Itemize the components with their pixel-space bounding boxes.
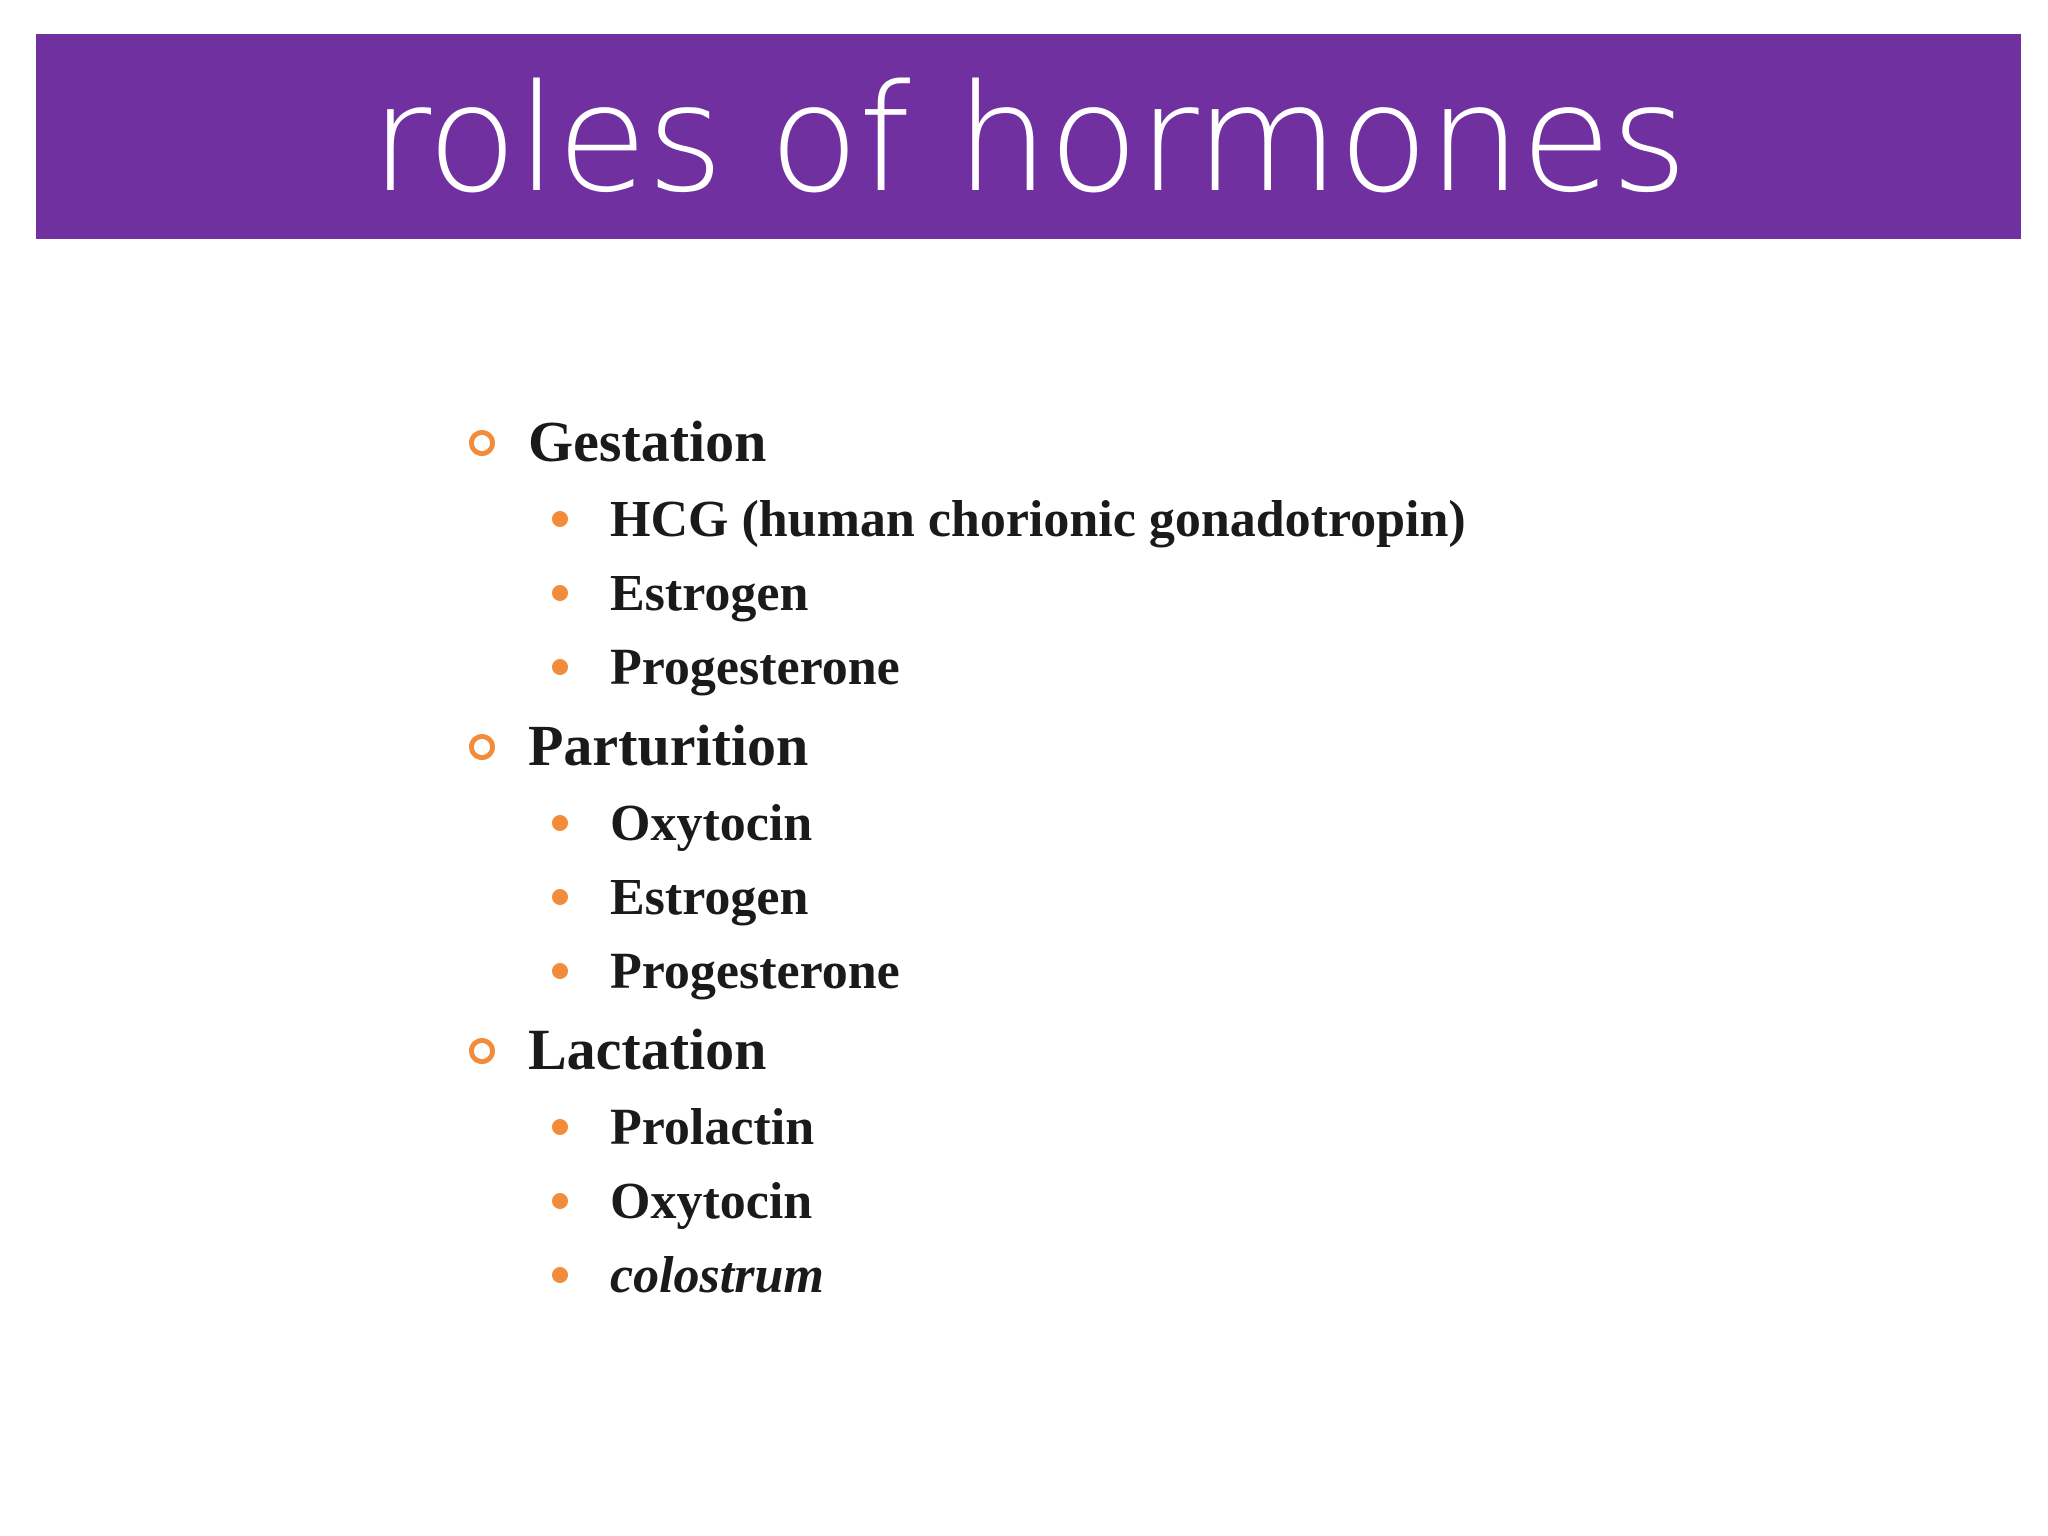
list-item	[462, 860, 1862, 934]
dot-bullet-icon	[552, 585, 568, 601]
list-item	[462, 630, 1862, 704]
item-text: colostrum	[610, 1246, 824, 1304]
list-heading	[462, 704, 1862, 786]
bullet-list	[462, 400, 1862, 1312]
item-text: HCG (human chorionic gonadotropin)	[610, 490, 1466, 548]
list-item	[462, 1090, 1862, 1164]
title-banner	[36, 34, 2021, 239]
item-text: Oxytocin	[610, 794, 813, 852]
ring-bullet-icon	[469, 1038, 495, 1064]
list-item	[462, 1238, 1862, 1312]
dot-bullet-icon	[552, 1119, 568, 1135]
list-item	[462, 786, 1862, 860]
heading-text: Gestation	[528, 408, 767, 474]
dot-bullet-icon	[552, 511, 568, 527]
dot-bullet-icon	[552, 1193, 568, 1209]
section-gestation	[462, 400, 1862, 704]
list-item	[462, 1164, 1862, 1238]
ring-bullet-icon	[469, 430, 495, 456]
list-heading	[462, 400, 1862, 482]
dot-bullet-icon	[552, 963, 568, 979]
heading-text: Parturition	[528, 712, 809, 778]
list-item	[462, 482, 1862, 556]
dot-bullet-icon	[552, 659, 568, 675]
item-text: Progesterone	[610, 942, 900, 1000]
dot-bullet-icon	[552, 889, 568, 905]
item-text: Oxytocin	[610, 1172, 813, 1230]
item-text: Estrogen	[610, 868, 809, 926]
section-parturition	[462, 704, 1862, 1008]
section-lactation	[462, 1008, 1862, 1312]
list-item	[462, 934, 1862, 1008]
ring-bullet-icon	[469, 734, 495, 760]
list-item	[462, 556, 1862, 630]
item-text: Progesterone	[610, 638, 900, 696]
item-text: Estrogen	[610, 564, 809, 622]
heading-text: Lactation	[528, 1016, 767, 1082]
list-heading	[462, 1008, 1862, 1090]
dot-bullet-icon	[552, 1267, 568, 1283]
dot-bullet-icon	[552, 815, 568, 831]
slide-title: roles of hormones	[370, 53, 1687, 225]
item-text: Prolactin	[610, 1098, 815, 1156]
